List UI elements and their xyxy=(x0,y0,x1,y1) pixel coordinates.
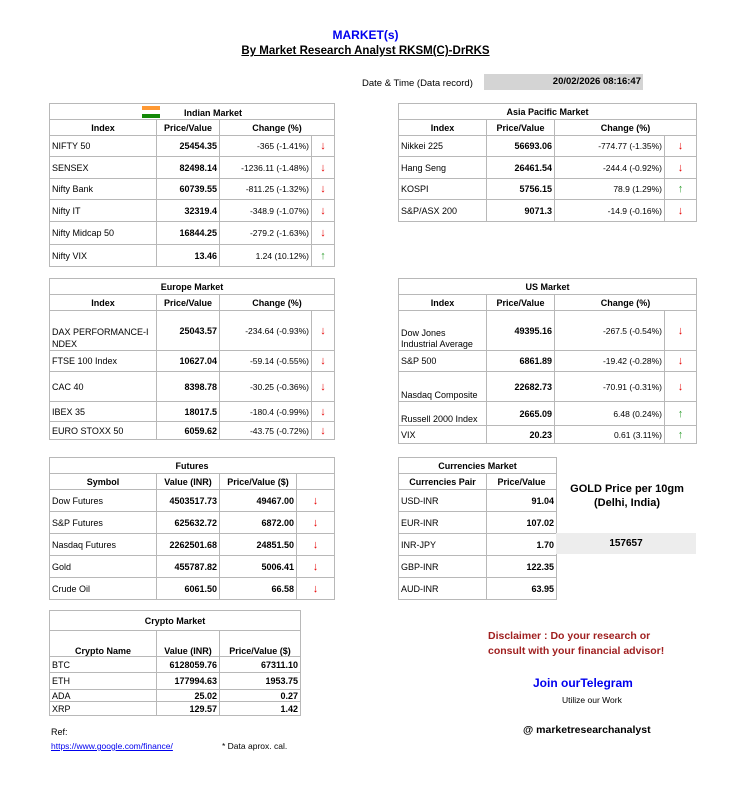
column-header: Change (%) xyxy=(220,120,335,136)
change-cell: 78.9 (1.29%) xyxy=(555,179,665,200)
column-header: Price/Value xyxy=(157,120,220,136)
name-cell: Russell 2000 Index xyxy=(399,402,487,426)
table-row xyxy=(399,311,697,351)
inr-value-cell: 625632.72 xyxy=(157,512,220,534)
value-cell: 1.70 xyxy=(487,534,557,556)
change-cell: -43.75 (-0.72%) xyxy=(220,422,312,440)
change-cell: -365 (-1.41%) xyxy=(220,136,312,157)
table-row xyxy=(50,245,335,267)
name-cell: SENSEX xyxy=(50,157,157,179)
column-header: Price/Value xyxy=(487,120,555,136)
gold-price-value: 157657 xyxy=(556,533,696,554)
usd-value-cell: 1953.75 xyxy=(220,673,301,690)
table-row xyxy=(50,351,335,372)
table-row xyxy=(399,402,697,426)
table-row xyxy=(399,351,697,372)
value-cell: 22682.73 xyxy=(487,372,555,402)
change-cell: -279.2 (-1.63%) xyxy=(220,222,312,245)
arrow-down-icon: ↓ xyxy=(312,222,335,245)
column-header: Price/Value xyxy=(157,295,220,311)
usd-value-cell: 49467.00 xyxy=(220,490,297,512)
name-cell: BTC xyxy=(50,657,157,673)
column-header: Symbol xyxy=(50,474,157,490)
name-cell: VIX xyxy=(399,426,487,444)
name-cell: XRP xyxy=(50,702,157,716)
value-cell: 60739.55 xyxy=(157,179,220,200)
datetime-label: Date & Time (Data record) xyxy=(362,78,473,89)
usd-value-cell: 67311.10 xyxy=(220,657,301,673)
table-row xyxy=(50,422,335,440)
name-cell: KOSPI xyxy=(399,179,487,200)
indian-market-title: Indian Market xyxy=(184,107,243,118)
futures-title: Futures xyxy=(50,458,335,474)
table-row xyxy=(50,556,335,578)
name-cell: CAC 40 xyxy=(50,372,157,402)
name-cell: Crude Oil xyxy=(50,578,157,600)
name-cell: Dow Jones Industrial Average xyxy=(399,311,487,351)
name-cell: Nikkei 225 xyxy=(399,136,487,157)
name-cell: DAX PERFORMANCE-INDEX xyxy=(50,311,157,351)
gold-price-label: GOLD Price per 10gm (Delhi, India) xyxy=(570,483,684,509)
futures-table xyxy=(49,457,335,600)
column-header: Currencies Pair xyxy=(399,474,487,490)
name-cell: ETH xyxy=(50,673,157,690)
crypto-title: Crypto Market xyxy=(50,611,301,631)
value-cell: 6861.89 xyxy=(487,351,555,372)
table-row xyxy=(399,556,557,578)
table-row xyxy=(399,490,557,512)
table-row xyxy=(50,136,335,157)
column-header: Price/Value ($) xyxy=(220,631,301,657)
usd-value-cell: 5006.41 xyxy=(220,556,297,578)
name-cell: NIFTY 50 xyxy=(50,136,157,157)
arrow-down-icon: ↓ xyxy=(312,157,335,179)
asia-market-title: Asia Pacific Market xyxy=(399,104,697,120)
arrow-down-icon: ↓ xyxy=(312,136,335,157)
arrow-down-icon: ↓ xyxy=(297,512,335,534)
column-header: Crypto Name xyxy=(50,631,157,657)
value-cell: 8398.78 xyxy=(157,372,220,402)
table-row xyxy=(50,402,335,422)
europe-market-table xyxy=(49,278,335,440)
name-cell: ADA xyxy=(50,690,157,702)
name-cell: Nifty VIX xyxy=(50,245,157,267)
arrow-down-icon: ↓ xyxy=(665,200,697,222)
change-cell: -180.4 (-0.99%) xyxy=(220,402,312,422)
name-cell: IBEX 35 xyxy=(50,402,157,422)
usd-value-cell: 1.42 xyxy=(220,702,301,716)
change-cell: -14.9 (-0.16%) xyxy=(555,200,665,222)
arrow-down-icon: ↓ xyxy=(312,179,335,200)
arrow-down-icon: ↓ xyxy=(312,311,335,351)
name-cell: Dow Futures xyxy=(50,490,157,512)
value-cell: 25043.57 xyxy=(157,311,220,351)
table-row xyxy=(50,311,335,351)
table-row xyxy=(399,578,557,600)
change-cell: 1.24 (10.12%) xyxy=(220,245,312,267)
column-header: Price/Value xyxy=(487,295,555,311)
column-header: Value (INR) xyxy=(157,631,220,657)
arrow-down-icon: ↓ xyxy=(665,311,697,351)
value-cell: 13.46 xyxy=(157,245,220,267)
currencies-title: Currencies Market xyxy=(399,458,557,474)
column-header: Change (%) xyxy=(555,120,697,136)
value-cell: 32319.4 xyxy=(157,200,220,222)
usd-value-cell: 24851.50 xyxy=(220,534,297,556)
value-cell: 56693.06 xyxy=(487,136,555,157)
table-row xyxy=(50,512,335,534)
column-header: Change (%) xyxy=(220,295,335,311)
asia-market-table xyxy=(398,103,697,222)
name-cell: Nifty Bank xyxy=(50,179,157,200)
change-cell: -30.25 (-0.36%) xyxy=(220,372,312,402)
name-cell: Hang Seng xyxy=(399,157,487,179)
name-cell: Gold xyxy=(50,556,157,578)
table-row xyxy=(50,578,335,600)
change-cell: -267.5 (-0.54%) xyxy=(555,311,665,351)
value-cell: 91.04 xyxy=(487,490,557,512)
table-row xyxy=(399,200,697,222)
arrow-down-icon: ↓ xyxy=(665,157,697,179)
value-cell: 26461.54 xyxy=(487,157,555,179)
utilize-text: Utilize our Work xyxy=(562,695,622,705)
inr-value-cell: 6061.50 xyxy=(157,578,220,600)
change-cell: -1236.11 (-1.48%) xyxy=(220,157,312,179)
pair-cell: GBP-INR xyxy=(399,556,487,578)
value-cell: 9071.3 xyxy=(487,200,555,222)
column-header: Price/Value xyxy=(487,474,557,490)
value-cell: 6059.62 xyxy=(157,422,220,440)
change-cell: -59.14 (-0.55%) xyxy=(220,351,312,372)
arrow-down-icon: ↓ xyxy=(312,422,335,440)
arrow-down-icon: ↓ xyxy=(312,200,335,222)
table-row xyxy=(50,657,301,673)
arrow-down-icon: ↓ xyxy=(665,372,697,402)
inr-value-cell: 2262501.68 xyxy=(157,534,220,556)
inr-value-cell: 177994.63 xyxy=(157,673,220,690)
pair-cell: USD-INR xyxy=(399,490,487,512)
table-row xyxy=(50,179,335,200)
arrow-down-icon: ↓ xyxy=(297,534,335,556)
name-cell: S&P/ASX 200 xyxy=(399,200,487,222)
value-cell: 18017.5 xyxy=(157,402,220,422)
table-row xyxy=(399,157,697,179)
value-cell: 63.95 xyxy=(487,578,557,600)
column-header: Index xyxy=(399,120,487,136)
name-cell: FTSE 100 Index xyxy=(50,351,157,372)
arrow-down-icon: ↓ xyxy=(312,402,335,422)
name-cell: Nifty IT xyxy=(50,200,157,222)
data-note: * Data aprox. cal. xyxy=(222,741,288,751)
inr-value-cell: 455787.82 xyxy=(157,556,220,578)
table-row xyxy=(50,200,335,222)
crypto-table xyxy=(49,610,301,716)
table-row xyxy=(50,673,301,690)
value-cell: 16844.25 xyxy=(157,222,220,245)
arrow-down-icon: ↓ xyxy=(665,136,697,157)
page-subtitle: By Market Research Analyst RKSM(C)-DrRKS xyxy=(241,45,490,57)
change-cell: -19.42 (-0.28%) xyxy=(555,351,665,372)
value-cell: 20.23 xyxy=(487,426,555,444)
india-flag-icon xyxy=(142,106,160,118)
column-header: Change (%) xyxy=(555,295,697,311)
column-header: Value (INR) xyxy=(157,474,220,490)
europe-market-title: Europe Market xyxy=(50,279,335,295)
us-market-table xyxy=(398,278,697,444)
name-cell: EURO STOXX 50 xyxy=(50,422,157,440)
arrow-up-icon: ↑ xyxy=(312,245,335,267)
table-row xyxy=(50,222,335,245)
inr-value-cell: 4503517.73 xyxy=(157,490,220,512)
value-cell: 107.02 xyxy=(487,512,557,534)
value-cell: 122.35 xyxy=(487,556,557,578)
change-cell: -70.91 (-0.31%) xyxy=(555,372,665,402)
arrow-down-icon: ↓ xyxy=(312,351,335,372)
change-cell: -774.77 (-1.35%) xyxy=(555,136,665,157)
inr-value-cell: 25.02 xyxy=(157,690,220,702)
indian-market-table xyxy=(49,103,335,267)
table-row xyxy=(399,372,697,402)
value-cell: 5756.15 xyxy=(487,179,555,200)
change-cell: -811.25 (-1.32%) xyxy=(220,179,312,200)
table-row xyxy=(399,512,557,534)
change-cell: -348.9 (-1.07%) xyxy=(220,200,312,222)
social-handle: @ marketresearchanalyst xyxy=(523,724,651,736)
inr-value-cell: 129.57 xyxy=(157,702,220,716)
telegram-link[interactable]: Join ourTelegram xyxy=(533,676,633,690)
arrow-down-icon: ↓ xyxy=(297,556,335,578)
column-header: Index xyxy=(50,120,157,136)
usd-value-cell: 66.58 xyxy=(220,578,297,600)
arrow-down-icon: ↓ xyxy=(297,578,335,600)
name-cell: S&P Futures xyxy=(50,512,157,534)
name-cell: S&P 500 xyxy=(399,351,487,372)
table-row xyxy=(399,179,697,200)
disclaimer: Disclaimer : Do your research or consult with your financial advisor! xyxy=(488,630,665,657)
column-header: Price/Value ($) xyxy=(220,474,297,490)
arrow-down-icon: ↓ xyxy=(665,351,697,372)
column-header: Index xyxy=(50,295,157,311)
change-cell: 0.61 (3.11%) xyxy=(555,426,665,444)
arrow-up-icon: ↑ xyxy=(665,426,697,444)
table-row xyxy=(50,157,335,179)
arrow-up-icon: ↑ xyxy=(665,402,697,426)
arrow-down-icon: ↓ xyxy=(297,490,335,512)
table-row xyxy=(399,426,697,444)
column-header: Index xyxy=(399,295,487,311)
value-cell: 10627.04 xyxy=(157,351,220,372)
reference-label: Ref: xyxy=(51,727,68,737)
value-cell: 49395.16 xyxy=(487,311,555,351)
table-row xyxy=(399,534,557,556)
value-cell: 82498.14 xyxy=(157,157,220,179)
table-row xyxy=(50,702,301,716)
change-cell: 6.48 (0.24%) xyxy=(555,402,665,426)
arrow-up-icon: ↑ xyxy=(665,179,697,200)
inr-value-cell: 6128059.76 xyxy=(157,657,220,673)
pair-cell: AUD-INR xyxy=(399,578,487,600)
name-cell: Nifty Midcap 50 xyxy=(50,222,157,245)
value-cell: 25454.35 xyxy=(157,136,220,157)
pair-cell: INR-JPY xyxy=(399,534,487,556)
reference-link[interactable]: https://www.google.com/finance/ xyxy=(51,741,173,751)
page-title: MARKET(s) xyxy=(332,28,399,42)
change-cell: -234.64 (-0.93%) xyxy=(220,311,312,351)
value-cell: 2665.09 xyxy=(487,402,555,426)
arrow-down-icon: ↓ xyxy=(312,372,335,402)
currencies-table xyxy=(398,457,557,600)
table-row xyxy=(50,690,301,702)
name-cell: Nasdaq Futures xyxy=(50,534,157,556)
datetime-value: 20/02/2026 08:16:47 xyxy=(484,74,643,90)
us-market-title: US Market xyxy=(399,279,697,295)
name-cell: Nasdaq Composite xyxy=(399,372,487,402)
usd-value-cell: 6872.00 xyxy=(220,512,297,534)
pair-cell: EUR-INR xyxy=(399,512,487,534)
table-row xyxy=(50,490,335,512)
table-row xyxy=(399,136,697,157)
table-row xyxy=(50,372,335,402)
table-row xyxy=(50,534,335,556)
usd-value-cell: 0.27 xyxy=(220,690,301,702)
change-cell: -244.4 (-0.92%) xyxy=(555,157,665,179)
